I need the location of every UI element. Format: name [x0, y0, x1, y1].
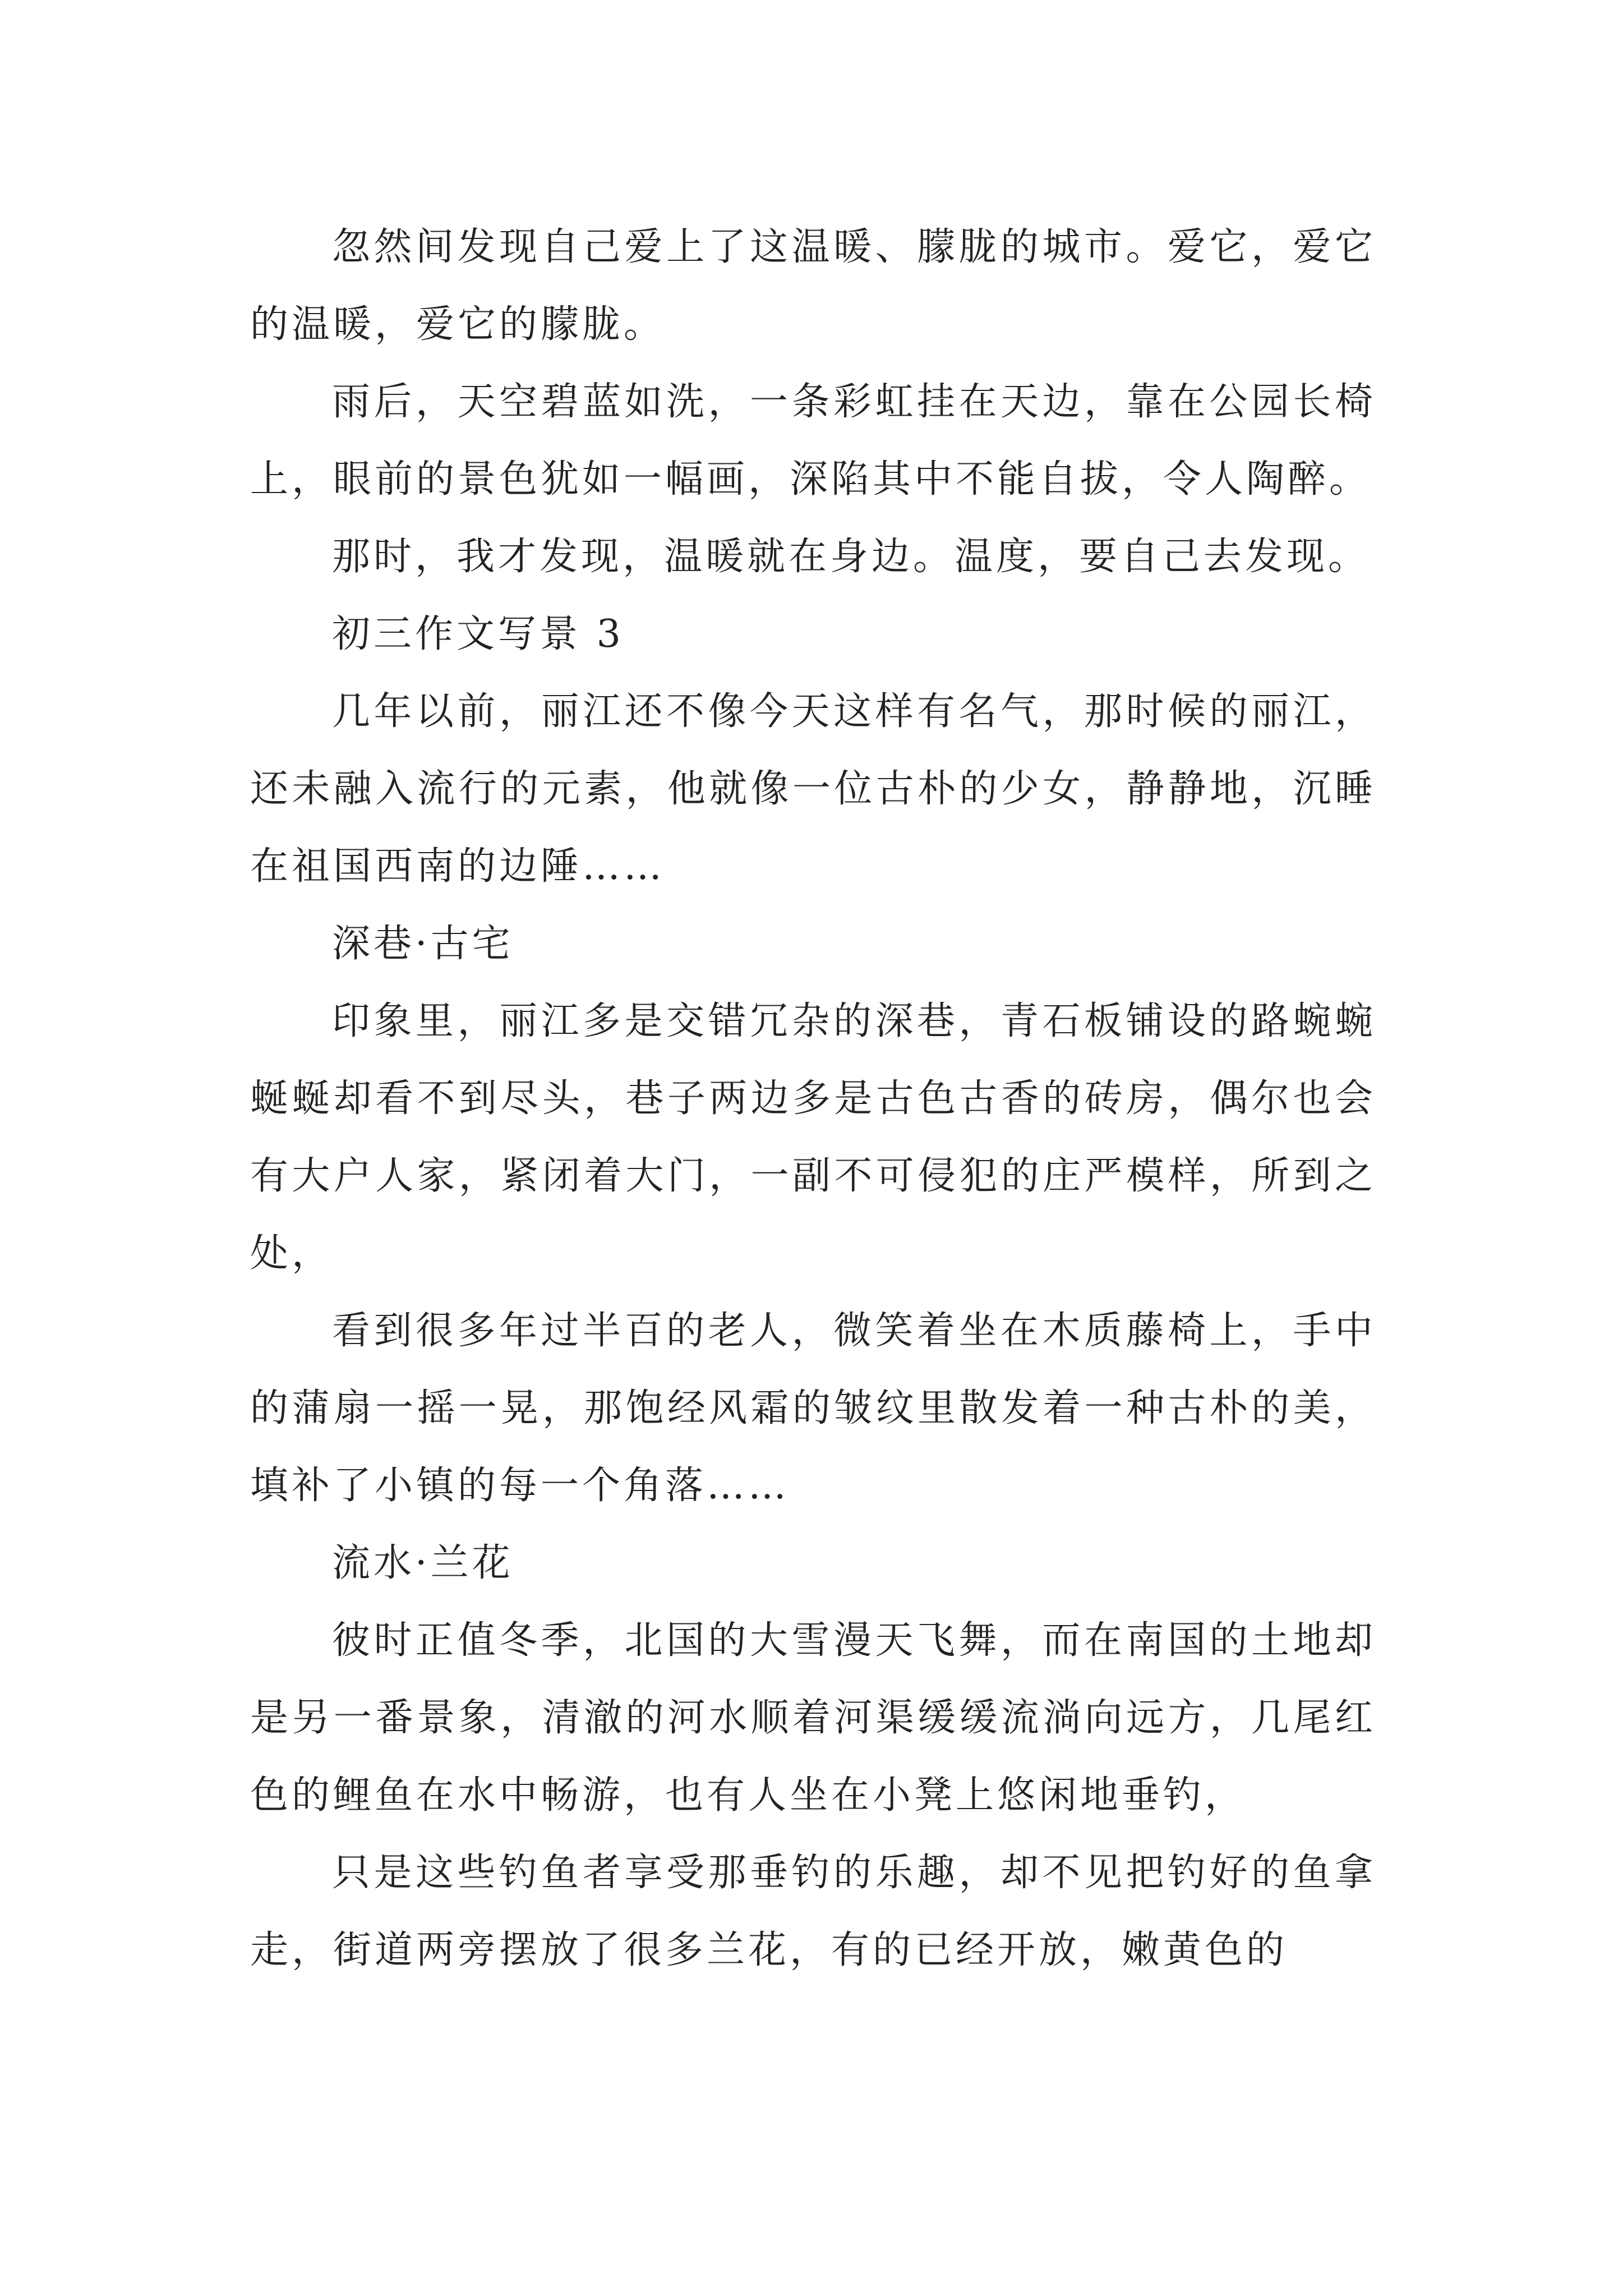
- paragraph-after-rain: 雨后，天空碧蓝如洗，一条彩虹挂在天边，靠在公园长椅上，眼前的景色犹如一幅画，深陷其中不能自拔，令人陶醉。: [250, 380, 1376, 501]
- paragraph-anglers-orchids: 只是这些钓鱼者享受那垂钓的乐趣，却不见把钓好的鱼拿走，街道两旁摆放了很多兰花，有的已经开放，嫩黄色的: [250, 1851, 1376, 1972]
- section-heading-water-orchids: 流水·兰花: [332, 1541, 514, 1585]
- document-body: [250, 209, 1376, 1989]
- paragraph-warmth-nearby: 那时，我才发现，温暖就在身边。温度，要自己去发现。: [332, 535, 1370, 579]
- paragraph-elders: 看到很多年过半百的老人，微笑着坐在木质藤椅上，手中的蒲扇一摇一晃，那饱经风霜的皱纹里散发着一种古朴的美，填补了小镇的每一个角落……: [250, 1309, 1376, 1508]
- section-heading-alleys: 深巷·古宅: [332, 922, 514, 966]
- paragraph-alleys: 印象里，丽江多是交错冗杂的深巷，青石板铺设的路蜿蜿蜒蜒却看不到尽头，巷子两边多是古色古香的砖房，偶尔也会有大户人家，紧闭着大门，一副不可侵犯的庄严模样，所到之处，: [250, 999, 1376, 1276]
- essay-title: 初三作文写景 3: [332, 612, 624, 656]
- paragraph-warm-city: 忽然间发现自己爱上了这温暖、朦胧的城市。爱它，爱它的温暖，爱它的朦胧。: [250, 225, 1376, 347]
- paragraph-winter-river: 彼时正值冬季，北国的大雪漫天飞舞，而在南国的土地却是另一番景象，清澈的河水顺着河渠缓缓流淌向远方，几尾红色的鲤鱼在水中畅游，也有人坐在小凳上悠闲地垂钓，: [250, 1618, 1376, 1818]
- paragraph-lijiang-intro: 几年以前，丽江还不像今天这样有名气，那时候的丽江，还未融入流行的元素，他就像一位古朴的少女，静静地，沉睡在祖国西南的边陲……: [250, 689, 1376, 889]
